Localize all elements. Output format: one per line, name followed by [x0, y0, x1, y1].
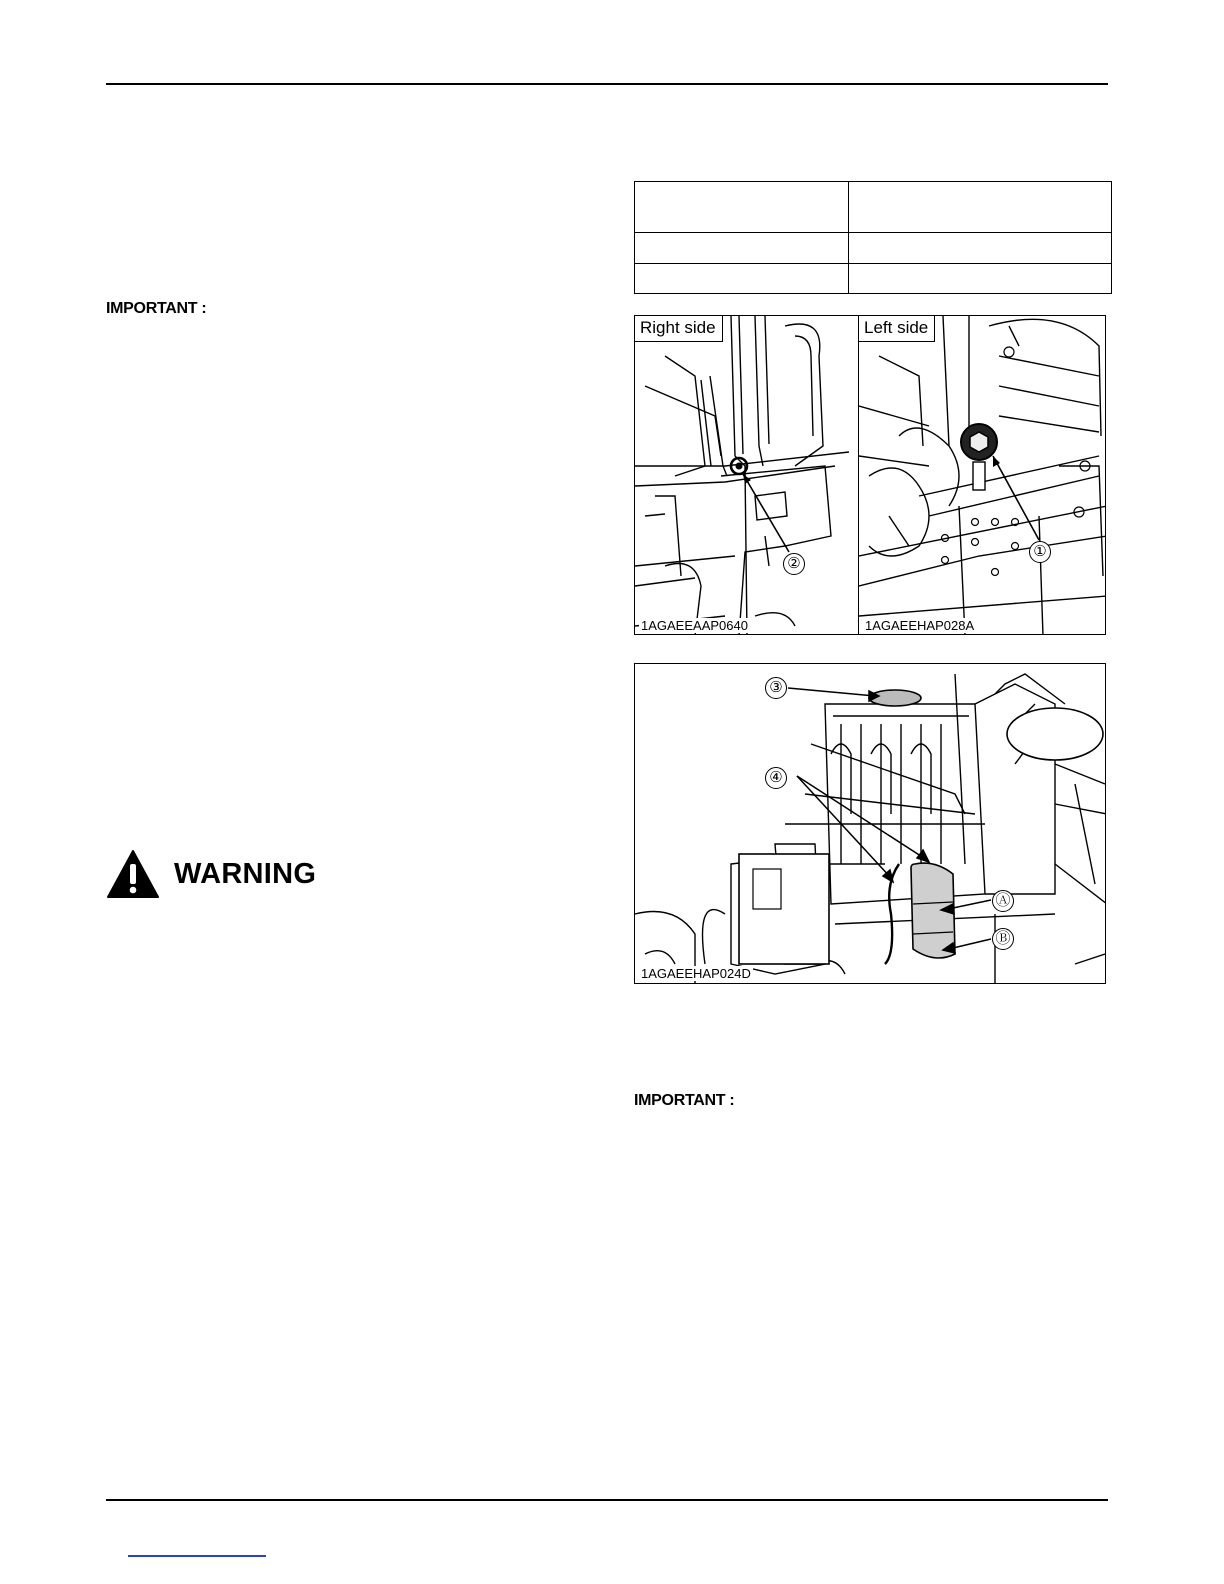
warning-block: [106, 846, 316, 902]
table-cell: [635, 233, 849, 264]
figure-radiator: [634, 663, 1106, 984]
figure-code: 1AGAEEHAP024D: [641, 966, 751, 981]
left-side-illustration: [859, 316, 1106, 635]
figure-code: 1AGAEEHAP028A: [865, 618, 975, 633]
callout-2: ②: [783, 553, 805, 575]
table-cell: [635, 182, 849, 233]
table-row: [635, 264, 1112, 294]
important-note-label: IMPORTANT :: [634, 1092, 735, 1109]
spec-table: [634, 181, 1112, 294]
figure-label-left-side: Left side: [859, 316, 935, 342]
warning-label: WARNING: [174, 857, 317, 890]
radiator-illustration: [635, 664, 1106, 984]
figure-code: 1AGAEEAAP0640: [641, 618, 748, 633]
footer-rule: [106, 1499, 1108, 1501]
table-cell: [849, 182, 1112, 233]
table-cell: [635, 264, 849, 294]
figure-right-side: [634, 315, 860, 635]
table-row: [635, 182, 1112, 233]
callout-4: ④: [765, 767, 787, 789]
callout-3: ③: [765, 677, 787, 699]
warning-triangle-icon: [106, 849, 160, 899]
header-rule: [106, 83, 1108, 85]
table-row: [635, 233, 1112, 264]
figure-label-right-side: Right side: [635, 316, 723, 342]
callout-1: ①: [1029, 541, 1051, 563]
table-cell: [849, 264, 1112, 294]
callout-a: Ⓐ: [992, 890, 1014, 912]
right-side-illustration: [635, 316, 860, 635]
callout-b: Ⓑ: [992, 928, 1014, 950]
figure-left-side: [858, 315, 1106, 635]
table-cell: [849, 233, 1112, 264]
footer-link-underline[interactable]: [128, 1555, 266, 1557]
important-note-label: IMPORTANT :: [106, 300, 207, 317]
